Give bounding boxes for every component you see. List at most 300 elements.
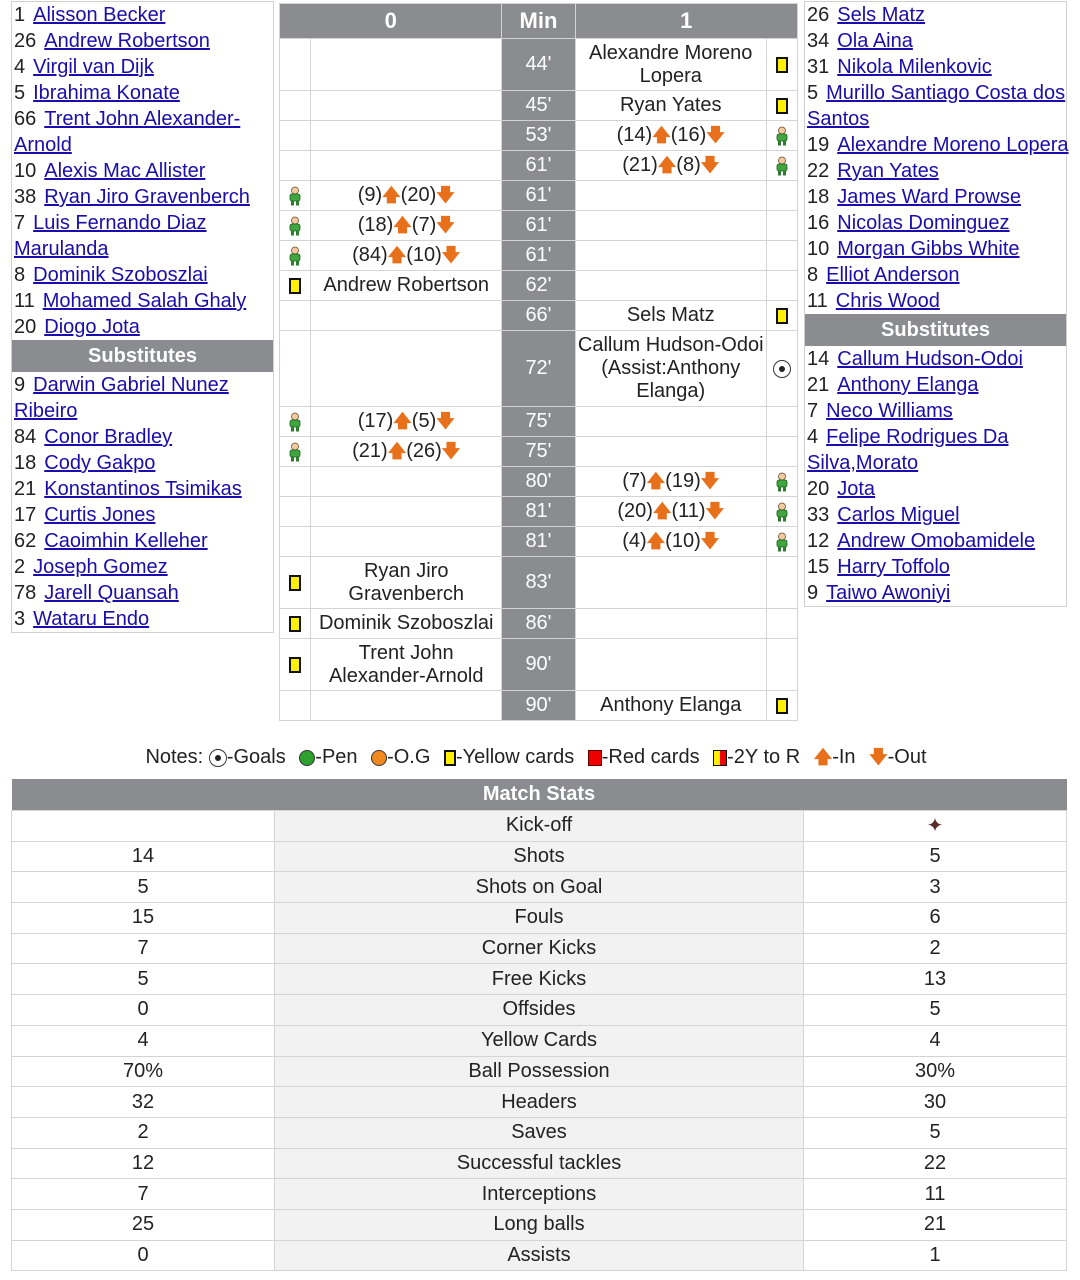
player-number: 12 — [807, 530, 830, 552]
penalty-icon — [299, 750, 315, 766]
event-row — [280, 211, 798, 241]
out-arrow-icon: 🡇 — [700, 471, 720, 491]
home-event-icon-cell — [280, 151, 311, 181]
away-event-icon-cell — [766, 639, 797, 691]
stat-away: 5 — [804, 841, 1067, 872]
player-number: 22 — [807, 160, 830, 182]
lineup-sub — [805, 580, 1066, 606]
player-number: 17 — [14, 504, 37, 526]
stat-label: Kick-off — [275, 811, 804, 842]
away-event-icon-cell — [766, 331, 797, 407]
legend-notes — [0, 745, 1080, 775]
player-number: 62 — [14, 530, 37, 552]
away-event-icon-cell — [766, 301, 797, 331]
event-row — [280, 181, 798, 211]
event-minute: 61' — [502, 211, 575, 241]
legend-in: -In — [832, 746, 856, 768]
stat-home: 32 — [12, 1087, 275, 1118]
kickoff-icon: ✦ — [926, 815, 944, 838]
in-arrow-icon: 🡅 — [646, 531, 666, 551]
player-link[interactable]: Sels Matz — [837, 4, 926, 26]
stat-label: Free Kicks — [275, 964, 804, 995]
home-event-icon-cell — [280, 691, 311, 721]
stat-row — [12, 1240, 1067, 1271]
event-text: Trent John Alexander-Arnold — [328, 641, 484, 687]
player-link[interactable]: Mohamed Salah Ghaly — [42, 290, 247, 312]
event-row — [280, 407, 798, 437]
stat-away: 5 — [804, 995, 1067, 1026]
lineup-player — [805, 132, 1069, 158]
event-minute: 72' — [502, 331, 575, 407]
player-number: 8 — [807, 264, 819, 286]
player-number: 2 — [14, 556, 26, 578]
event-minute: 83' — [502, 557, 575, 609]
event-minute: 86' — [502, 609, 575, 639]
notes-label: Notes: — [145, 746, 204, 768]
sub-in-number: (4) — [622, 530, 647, 552]
yellow-card-icon — [776, 308, 788, 324]
event-minute: 62' — [502, 271, 575, 301]
stat-home: 0 — [12, 1240, 275, 1271]
stat-home: 5 — [12, 964, 275, 995]
legend-goals: -Goals — [226, 746, 286, 768]
home-event — [311, 39, 502, 91]
event-minute: 81' — [502, 527, 575, 557]
legend-red: -Red cards — [601, 746, 700, 768]
out-arrow-icon: 🡇 — [706, 125, 725, 145]
event-minute: 66' — [502, 301, 575, 331]
player-link[interactable]: Cody Gakpo — [44, 452, 156, 474]
home-event-icon-cell — [280, 639, 311, 691]
home-event-icon-cell — [280, 557, 311, 609]
lineup-sub — [12, 580, 273, 606]
stat-away: 5 — [804, 1117, 1067, 1148]
out-arrow-icon: 🡇 — [441, 245, 461, 265]
event-minute: 75' — [502, 407, 575, 437]
lineup-sub — [12, 476, 273, 502]
out-arrow-icon: 🡇 — [436, 411, 455, 431]
player-link[interactable]: Anthony Elanga — [837, 374, 979, 396]
substitutes-header: Substitutes — [12, 340, 273, 372]
home-event-icon-cell — [280, 39, 311, 91]
player-number: 18 — [14, 452, 37, 474]
away-event-icon-cell — [766, 437, 797, 467]
home-score: 0 — [280, 4, 502, 39]
lineup-sub — [805, 528, 1066, 554]
lineup-player — [12, 184, 273, 210]
stat-home: 70% — [12, 1056, 275, 1087]
sub-in-number: (21) — [352, 440, 388, 462]
player-link[interactable]: Jarell Quansah — [44, 582, 179, 604]
player-link[interactable]: Alexandre Moreno Lopera — [837, 134, 1069, 156]
lineup-player — [805, 262, 1066, 288]
stat-away: 13 — [804, 964, 1067, 995]
player-link[interactable]: Trent John Alexander-Arnold — [14, 108, 241, 156]
event-minute: 90' — [502, 691, 575, 721]
stat-row — [12, 903, 1067, 934]
stat-label: Shots — [275, 841, 804, 872]
player-link[interactable]: Ryan Jiro Gravenberch — [44, 186, 250, 208]
goal-icon — [773, 360, 791, 378]
lineup-sub — [12, 502, 273, 528]
event-row — [280, 497, 798, 527]
home-event — [311, 241, 502, 271]
home-event — [311, 497, 502, 527]
home-event — [311, 639, 502, 691]
home-event-icon-cell — [280, 331, 311, 407]
stat-row — [12, 1087, 1067, 1118]
away-score: 1 — [575, 4, 797, 39]
event-row — [280, 39, 798, 91]
player-number: 4 — [807, 426, 819, 448]
match-events-table — [279, 3, 798, 721]
lineup-sub — [12, 554, 273, 580]
player-number: 9 — [807, 582, 819, 604]
stat-label: Interceptions — [275, 1179, 804, 1210]
out-arrow-icon: 🡇 — [436, 185, 455, 205]
stat-row — [12, 933, 1067, 964]
substitution-icon — [287, 216, 303, 236]
away-event-icon-cell — [766, 691, 797, 721]
event-minute: 61' — [502, 151, 575, 181]
lineup-player — [12, 158, 273, 184]
player-link[interactable]: Andrew Robertson — [44, 30, 210, 52]
out-arrow-icon: 🡇 — [700, 155, 720, 175]
in-arrow-icon: 🡅 — [652, 501, 672, 521]
lineup-player — [12, 210, 273, 262]
player-link[interactable]: Caoimhin Kelleher — [44, 530, 208, 552]
player-number: 21 — [807, 374, 830, 396]
player-number: 21 — [14, 478, 37, 500]
event-row — [280, 241, 798, 271]
away-event — [575, 639, 766, 691]
home-event-icon-cell — [280, 467, 311, 497]
sub-out-number: (10) — [406, 244, 442, 266]
away-event-icon-cell — [766, 527, 797, 557]
stat-home: 0 — [12, 995, 275, 1026]
player-number: 3 — [14, 608, 26, 630]
sub-in-number: (17) — [357, 410, 394, 432]
in-arrow-icon: 🡅 — [387, 245, 407, 265]
away-event — [575, 271, 766, 301]
player-link[interactable]: Murillo Santiago Costa dos Santos — [807, 82, 1066, 130]
stat-away: 6 — [804, 903, 1067, 934]
home-event — [311, 407, 502, 437]
player-number: 7 — [807, 400, 819, 422]
lineup-player — [12, 80, 273, 106]
player-link[interactable]: Alexis Mac Allister — [44, 160, 206, 182]
lineup-player — [12, 314, 273, 340]
player-link[interactable]: Harry Toffolo — [837, 556, 950, 578]
sub-out-number: (7) — [411, 214, 437, 236]
player-number: 5 — [14, 82, 26, 104]
home-event — [311, 331, 502, 407]
lineup-player — [12, 106, 273, 158]
lineup-player — [805, 184, 1066, 210]
stat-label: Fouls — [275, 903, 804, 934]
lineup-sub — [805, 372, 1066, 398]
stat-away — [804, 811, 1067, 842]
player-link[interactable]: Elliot Anderson — [826, 264, 960, 286]
lineup-player — [805, 2, 1066, 28]
lineup-sub — [805, 424, 1066, 476]
away-event-icon-cell — [766, 407, 797, 437]
player-link[interactable]: James Ward Prowse — [837, 186, 1021, 208]
event-minute: 61' — [502, 241, 575, 271]
in-arrow-icon: 🡅 — [382, 185, 401, 205]
yellow-card-icon — [444, 750, 456, 766]
event-minute: 90' — [502, 639, 575, 691]
player-number: 9 — [14, 374, 26, 396]
stat-label: Successful tackles — [275, 1148, 804, 1179]
player-number: 5 — [807, 82, 819, 104]
sub-out-number: (16) — [670, 124, 707, 146]
event-minute: 80' — [502, 467, 575, 497]
sub-out-number: (10) — [665, 530, 701, 552]
second-yellow-icon — [713, 750, 727, 766]
home-event-icon-cell — [280, 211, 311, 241]
player-link[interactable]: Jota — [837, 478, 876, 500]
stat-label: Headers — [275, 1087, 804, 1118]
player-number: 78 — [14, 582, 37, 604]
player-link[interactable]: Wataru Endo — [33, 608, 150, 630]
player-link[interactable]: Chris Wood — [835, 290, 940, 312]
stat-away: 2 — [804, 933, 1067, 964]
player-link[interactable]: Virgil van Dijk — [33, 56, 154, 78]
away-event — [575, 437, 766, 467]
home-event — [311, 151, 502, 181]
home-event — [311, 527, 502, 557]
home-event — [311, 181, 502, 211]
stat-row — [12, 1117, 1067, 1148]
player-link[interactable]: Curtis Jones — [44, 504, 156, 526]
legend-out: -Out — [887, 746, 927, 768]
stat-away: 30 — [804, 1087, 1067, 1118]
player-link[interactable]: Ibrahima Konate — [33, 82, 180, 104]
away-event — [575, 151, 766, 181]
goal-icon — [209, 749, 227, 767]
away-event-icon-cell — [766, 181, 797, 211]
stat-home: 7 — [12, 1179, 275, 1210]
stat-home: 2 — [12, 1117, 275, 1148]
out-arrow-icon: 🡇 — [700, 531, 720, 551]
player-link[interactable]: Nikola Milenkovic — [837, 56, 992, 78]
player-number: 31 — [807, 56, 830, 78]
away-event — [575, 181, 766, 211]
stat-home: 5 — [12, 872, 275, 903]
out-arrow-icon: 🡇 — [436, 215, 455, 235]
event-row — [280, 639, 798, 691]
event-row — [280, 609, 798, 639]
away-event-icon-cell — [766, 151, 797, 181]
event-text: Alexandre Moreno Lopera — [589, 41, 753, 87]
event-row — [280, 331, 798, 407]
yellow-card-icon — [289, 616, 301, 632]
stat-home: 12 — [12, 1148, 275, 1179]
stat-label: Shots on Goal — [275, 872, 804, 903]
event-row — [280, 557, 798, 609]
away-event — [575, 467, 766, 497]
lineup-player — [12, 2, 273, 28]
out-arrow-icon: 🡇 — [441, 441, 461, 461]
player-link[interactable]: Conor Bradley — [44, 426, 173, 448]
lineup-sub — [805, 398, 1066, 424]
substitution-icon — [774, 532, 790, 552]
event-row — [280, 691, 798, 721]
away-event — [575, 301, 766, 331]
sub-out-number: (19) — [665, 470, 701, 492]
lineup-sub — [12, 450, 273, 476]
home-event — [311, 121, 502, 151]
player-number: 1 — [14, 4, 26, 26]
lineup-sub — [805, 554, 1066, 580]
away-event-icon-cell — [766, 91, 797, 121]
event-minute: 75' — [502, 437, 575, 467]
lineup-player — [805, 28, 1066, 54]
player-link[interactable]: Ola Aina — [837, 30, 913, 52]
player-number: 15 — [807, 556, 830, 578]
out-arrow-icon: 🡇 — [705, 501, 725, 521]
away-event — [575, 497, 766, 527]
event-minute: 44' — [502, 39, 575, 91]
substitution-icon — [774, 502, 790, 522]
event-text: Ryan Jiro Gravenberch — [348, 559, 465, 605]
away-event-icon-cell — [766, 497, 797, 527]
own-goal-icon — [371, 750, 387, 766]
player-link[interactable]: Felipe Rodrigues Da Silva,Morato — [807, 426, 1009, 474]
sub-in-number: (84) — [352, 244, 388, 266]
stat-row — [12, 1148, 1067, 1179]
away-event-icon-cell — [766, 467, 797, 497]
event-minute: 45' — [502, 91, 575, 121]
event-text: Ryan Yates — [619, 94, 722, 116]
player-number: 66 — [14, 108, 37, 130]
home-event-icon-cell — [280, 497, 311, 527]
away-event — [575, 557, 766, 609]
stat-row — [12, 1179, 1067, 1210]
event-row — [280, 301, 798, 331]
event-row — [280, 271, 798, 301]
yellow-card-icon — [289, 575, 301, 591]
player-link[interactable]: Konstantinos Tsimikas — [44, 478, 242, 500]
event-minute: 53' — [502, 121, 575, 151]
match-stats-title: Match Stats — [12, 779, 1067, 811]
home-event — [311, 91, 502, 121]
stat-home: 14 — [12, 841, 275, 872]
substitution-icon — [774, 126, 790, 146]
player-link[interactable]: Morgan Gibbs White — [837, 238, 1020, 260]
event-text: Andrew Robertson — [323, 274, 490, 296]
substitution-icon — [287, 412, 303, 432]
yellow-card-icon — [289, 657, 301, 673]
home-event — [311, 301, 502, 331]
player-link[interactable]: Taiwo Awoniyi — [826, 582, 951, 604]
player-link[interactable]: Callum Hudson-Odoi — [837, 348, 1023, 370]
stat-row — [12, 1209, 1067, 1240]
player-link[interactable]: Dominik Szoboszlai — [33, 264, 208, 286]
legend-pen: -Pen — [315, 746, 358, 768]
player-number: 84 — [14, 426, 37, 448]
home-event-icon-cell — [280, 121, 311, 151]
away-event-icon-cell — [766, 557, 797, 609]
stat-label: Long balls — [275, 1209, 804, 1240]
event-text: Callum Hudson-Odoi (Assist:Anthony Elanga) — [577, 334, 764, 402]
player-link[interactable]: Alisson Becker — [33, 4, 166, 26]
player-link[interactable]: Darwin Gabriel Nunez Ribeiro — [14, 374, 229, 422]
away-event — [575, 527, 766, 557]
event-text: Anthony Elanga — [600, 694, 742, 716]
event-text: Dominik Szoboszlai — [318, 612, 494, 634]
minute-header: Min — [502, 4, 575, 39]
home-event — [311, 557, 502, 609]
player-number: 8 — [14, 264, 26, 286]
lineup-player — [12, 288, 273, 314]
stat-home: 15 — [12, 903, 275, 934]
player-number: 26 — [14, 30, 37, 52]
lineup-player — [12, 54, 273, 80]
away-event — [575, 407, 766, 437]
stat-away: 4 — [804, 1025, 1067, 1056]
stat-row — [12, 964, 1067, 995]
stat-label: Corner Kicks — [275, 933, 804, 964]
out-arrow-icon: 🡇 — [869, 747, 888, 767]
player-number: 20 — [14, 316, 37, 338]
home-event — [311, 609, 502, 639]
stat-home: 7 — [12, 933, 275, 964]
yellow-card-icon — [776, 98, 788, 114]
stat-label: Saves — [275, 1117, 804, 1148]
legend-og: -O.G — [387, 746, 431, 768]
away-event — [575, 241, 766, 271]
player-link[interactable]: Joseph Gomez — [33, 556, 168, 578]
stat-away: 22 — [804, 1148, 1067, 1179]
player-link[interactable]: Carlos Miguel — [837, 504, 960, 526]
lineup-sub — [12, 424, 273, 450]
stat-home — [12, 811, 275, 842]
player-number: 11 — [14, 290, 35, 312]
player-link[interactable]: Andrew Omobamidele — [837, 530, 1036, 552]
event-row — [280, 91, 798, 121]
red-card-icon — [588, 750, 602, 766]
event-row — [280, 467, 798, 497]
lineup-player — [12, 28, 273, 54]
home-event-icon-cell — [280, 301, 311, 331]
lineup-player — [805, 158, 1066, 184]
stat-row — [12, 811, 1067, 842]
substitutes-header: Substitutes — [805, 314, 1066, 346]
player-link[interactable]: Ryan Yates — [837, 160, 939, 182]
away-event-icon-cell — [766, 211, 797, 241]
away-event-icon-cell — [766, 609, 797, 639]
sub-in-number: (14) — [616, 124, 653, 146]
player-link[interactable]: Luis Fernando Diaz Marulanda — [14, 212, 207, 260]
player-link[interactable]: Neco Williams — [826, 400, 953, 422]
substitution-icon — [287, 442, 303, 462]
player-link[interactable]: Nicolas Dominguez — [837, 212, 1010, 234]
home-event — [311, 211, 502, 241]
in-arrow-icon: 🡅 — [813, 747, 833, 767]
away-event — [575, 331, 766, 407]
sub-in-number: (21) — [622, 154, 658, 176]
sub-out-number: (26) — [406, 440, 442, 462]
player-link[interactable]: Diogo Jota — [44, 316, 140, 338]
stat-row — [12, 872, 1067, 903]
away-event — [575, 121, 766, 151]
lineup-sub — [805, 476, 1066, 502]
lineup-sub — [805, 346, 1066, 372]
stat-away: 11 — [804, 1179, 1067, 1210]
sub-in-number: (18) — [357, 214, 394, 236]
